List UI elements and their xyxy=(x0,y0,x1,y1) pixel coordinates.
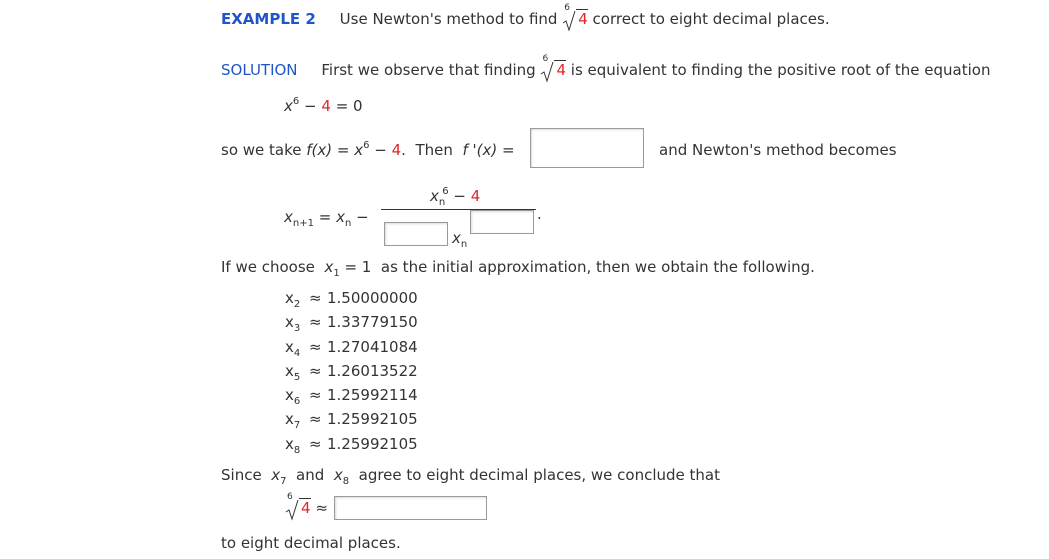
initial-text-after: as the initial approximation, then we obtain the following. xyxy=(380,258,815,276)
solution-text-before: First we observe that finding xyxy=(321,61,536,79)
root-radicand: 4 xyxy=(578,10,588,28)
iteration-value: 1.33779150 xyxy=(327,313,418,331)
header-text-before: Use Newton's method to find xyxy=(339,10,558,28)
x-var: x xyxy=(285,313,294,331)
x-var: x xyxy=(324,258,334,276)
eq-constant: 4 xyxy=(321,97,331,115)
take-line xyxy=(221,141,515,159)
subscript: 8 xyxy=(293,445,301,456)
iteration-value: 1.50000000 xyxy=(327,289,418,307)
example-label: EXAMPLE 2 xyxy=(221,10,316,28)
minus: − xyxy=(369,141,392,159)
sixth-root-of-4 xyxy=(285,492,311,517)
x-var: x xyxy=(336,208,345,226)
since-text: Since xyxy=(221,466,262,484)
root-index: 6 xyxy=(564,3,570,13)
approx-sign: ≈ xyxy=(309,362,322,380)
derivative-answer-input[interactable] xyxy=(530,128,644,168)
approx-sign: ≈ xyxy=(309,289,322,307)
x-var: x xyxy=(285,362,294,380)
x-var: x xyxy=(430,187,439,205)
subscript: n xyxy=(460,239,468,250)
then-text: Then xyxy=(415,141,453,159)
subscript: 1 xyxy=(333,268,340,279)
iteration-row xyxy=(285,362,418,383)
iteration-value: 1.25992105 xyxy=(327,435,418,453)
initial-value: = 1 xyxy=(339,258,372,276)
equals: = xyxy=(332,141,355,159)
x-var: x xyxy=(354,141,364,159)
newton-lhs xyxy=(284,208,374,229)
minus: − xyxy=(351,208,374,226)
root-answer-input[interactable] xyxy=(334,496,487,520)
subscript: n xyxy=(344,218,352,229)
sixth-root-of-4 xyxy=(562,3,588,28)
iteration-row xyxy=(285,338,418,359)
constant: 4 xyxy=(391,141,402,159)
eq-var: x xyxy=(284,97,293,115)
conclusion-root xyxy=(285,492,328,517)
x-var: x xyxy=(333,466,343,484)
final-text: to eight decimal places. xyxy=(221,534,401,552)
x-var: x xyxy=(271,466,281,484)
subscript: 4 xyxy=(293,348,301,359)
eq-exponent: 6 xyxy=(292,96,300,107)
initial-line xyxy=(221,258,815,279)
iteration-row xyxy=(285,386,418,407)
iteration-value: 1.27041084 xyxy=(327,338,418,356)
root-radicand: 4 xyxy=(301,499,311,517)
initial-text-before: If we choose xyxy=(221,258,315,276)
approx-sign: ≈ xyxy=(309,410,322,428)
x-var: x xyxy=(285,338,294,356)
power-answer-input[interactable] xyxy=(470,210,534,234)
root-index: 6 xyxy=(542,54,549,64)
iteration-value: 1.25992114 xyxy=(327,386,418,404)
fraction-numerator xyxy=(430,186,481,208)
exponent: 6 xyxy=(363,140,370,151)
denominator-var xyxy=(452,229,468,250)
equation xyxy=(284,97,363,115)
sixth-root-of-4 xyxy=(540,54,566,79)
x-var: x xyxy=(452,229,461,247)
subscript: n xyxy=(438,197,446,208)
root-index: 6 xyxy=(287,492,293,502)
and-text: and xyxy=(296,466,325,484)
solution-text-after: is equivalent to finding the positive root of the equation xyxy=(570,61,991,79)
subscript: 2 xyxy=(293,299,301,310)
conclusion-text-after: agree to eight decimal places, we conclude that xyxy=(358,466,721,484)
eq-rhs: = 0 xyxy=(330,97,363,115)
x-var: x xyxy=(285,435,294,453)
approx-sign: ≈ xyxy=(309,386,322,404)
subscript: 5 xyxy=(293,372,301,383)
f-prime-of-x: f '(x) xyxy=(462,141,498,159)
x-var: x xyxy=(285,410,294,428)
x-var: x xyxy=(284,208,293,226)
subscript: 6 xyxy=(293,396,301,407)
approx-sign: ≈ xyxy=(309,338,322,356)
minus: − xyxy=(448,187,471,205)
eq-minus: − xyxy=(299,97,322,115)
conclusion-line xyxy=(221,466,721,487)
newton-becomes-text: and Newton's method becomes xyxy=(659,141,897,159)
radical-sign-icon xyxy=(562,10,576,32)
x-var: x xyxy=(285,386,294,404)
x-var: x xyxy=(285,289,294,307)
equals: = xyxy=(313,208,337,226)
subscript: 7 xyxy=(293,420,301,431)
iteration-row xyxy=(285,435,418,456)
header-text-after: correct to eight decimal places. xyxy=(592,10,830,28)
equals: = xyxy=(497,141,515,159)
solution-line xyxy=(221,54,991,79)
coefficient-answer-input[interactable] xyxy=(384,222,448,246)
constant: 4 xyxy=(470,187,481,205)
approx-sign: ≈ xyxy=(309,313,322,331)
root-radicand: 4 xyxy=(556,61,566,79)
subscript: 8 xyxy=(342,476,350,487)
subscript: 3 xyxy=(293,323,301,334)
exponent: 6 xyxy=(442,186,449,197)
example-header xyxy=(221,3,830,28)
iteration-value: 1.26013522 xyxy=(327,362,418,380)
f-of-x: f(x) xyxy=(306,141,333,159)
iteration-row xyxy=(285,313,418,334)
iteration-row xyxy=(285,410,418,431)
iteration-row xyxy=(285,289,418,310)
solution-label: SOLUTION xyxy=(221,61,298,79)
approx-sign: ≈ xyxy=(309,435,322,453)
period: . xyxy=(537,205,542,223)
period: . xyxy=(401,141,406,159)
radical-sign-icon xyxy=(285,499,299,521)
radical-sign-icon xyxy=(540,61,554,83)
so-we-take-text: so we take xyxy=(221,141,302,159)
subscript: n+1 xyxy=(292,218,314,229)
iteration-value: 1.25992105 xyxy=(327,410,418,428)
approx-sign: ≈ xyxy=(315,499,328,517)
subscript: 7 xyxy=(280,476,287,487)
